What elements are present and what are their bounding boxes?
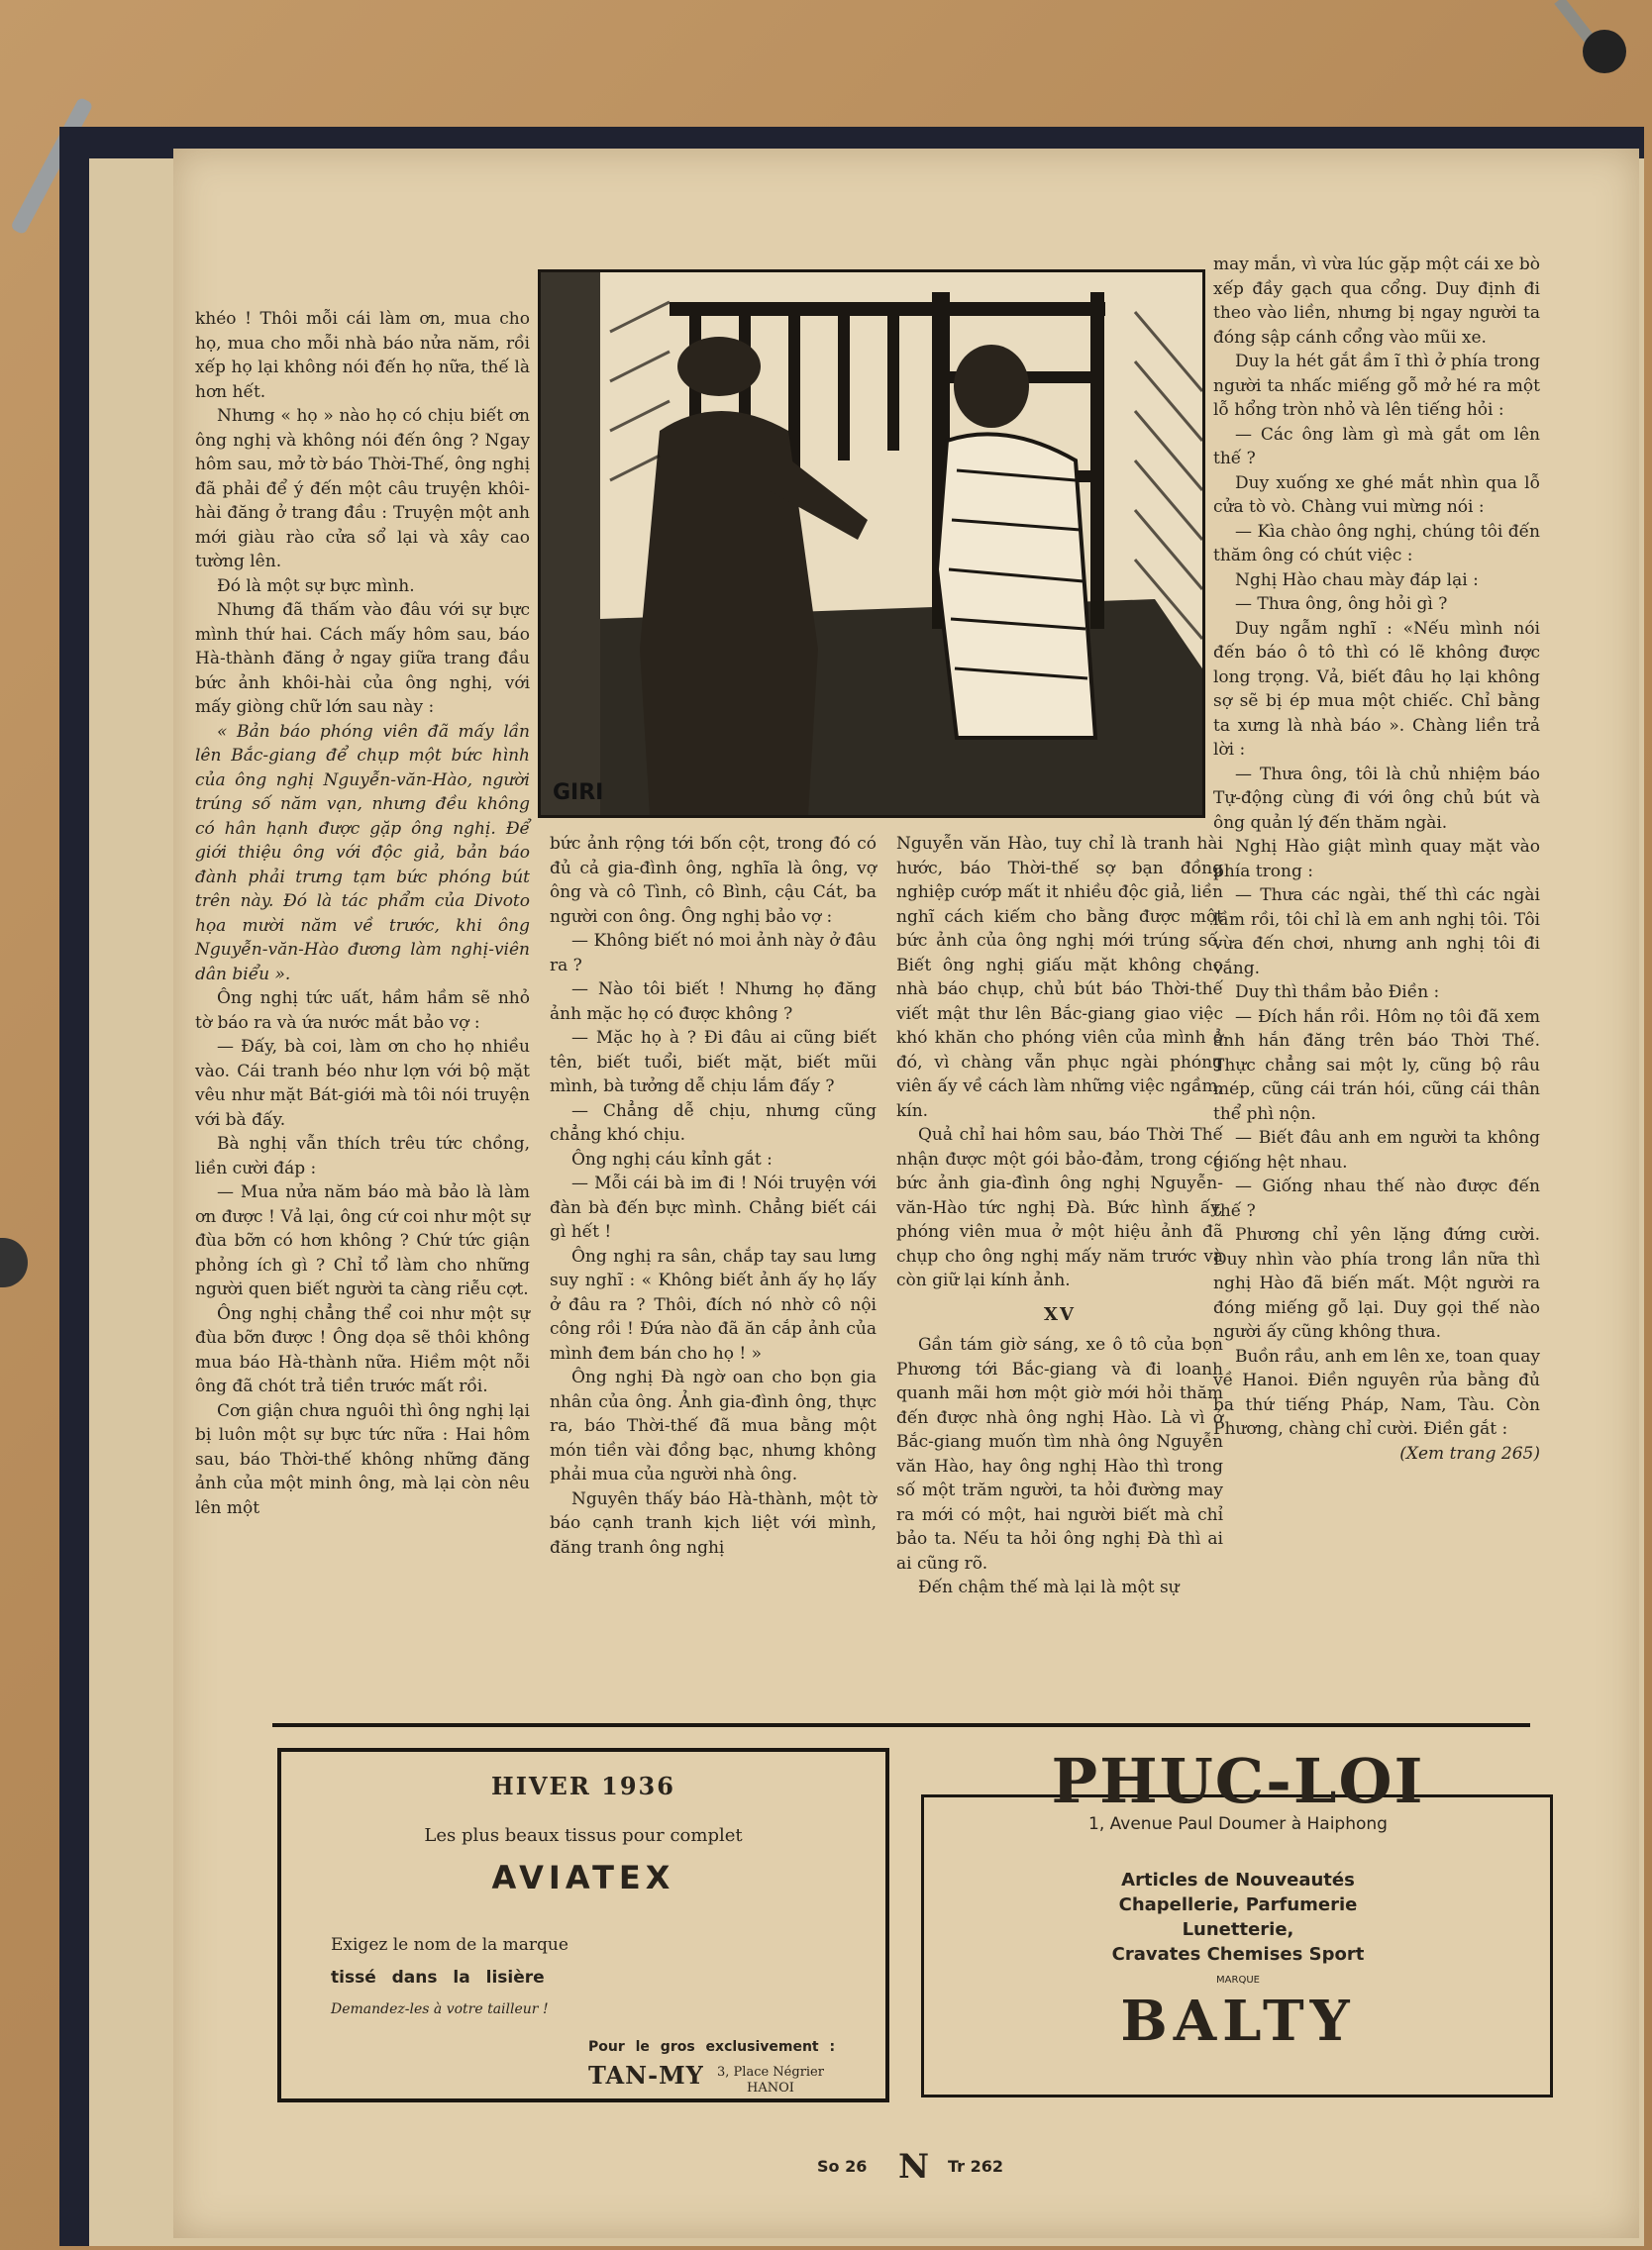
paragraph: khéo ! Thôi mỗi cái làm ơn, mua cho họ, mua cho mỗi nhà báo nửa năm, rồi xếp họ lại không nói đến họ nữa, thế là hơn hết.	[195, 309, 530, 402]
paragraph: Ông nghị tức uất, hầm hầm sẽ nhỏ tờ báo ra và ứa nước mắt bảo vợ :	[195, 988, 530, 1033]
paragraph: Duy thì thầm bảo Điền :	[1235, 982, 1440, 1002]
text-column-2	[550, 832, 877, 1560]
illustration	[538, 269, 1205, 818]
phucloi-name: PHUC-LOI	[1051, 1745, 1425, 1817]
text-column-3	[896, 832, 1223, 1600]
text-column-1	[195, 307, 530, 1520]
aviatex-line-1: Exigez le nom de la marque	[331, 1935, 568, 1955]
paragraph: Duy la hét gắt ầm ĩ thì ở phía trong người ta nhấc miếng gỗ mở hé ra một lỗ hổng tròn nhỏ và lên tiếng hỏi :	[1213, 352, 1540, 420]
paragraph: — Thưa các ngài, thế thì các ngài lầm rồi, tôi chỉ là em anh nghị tôi. Tôi vừa đến chơi, nhưng anh nghị tôi đi vắng.	[1213, 885, 1540, 978]
paragraph: Nhưng « họ » nào họ có chịu biết ơn ông nghị và không nói đến ông ? Ngay hôm sau, mở tờ báo Thời-Thế, ông nghị đã phải để ý đến một câu truyện khôi-hài đăng ở trang đầu : Truyện một anh mới giàu rào cửa sổ lại và xây cao tường lên.	[195, 406, 530, 571]
paragraph: Phương chỉ yên lặng đứng cười. Duy nhìn vào phía trong lần nữa thì nghị Hào đã biến mất. Một người ra đóng miếng gỗ lại. Duy gọi thế nào người ấy cũng không thưa.	[1213, 1225, 1540, 1342]
newspaper-page	[173, 149, 1639, 2238]
paragraph: Ông nghị Đà ngờ oan cho bọn gia nhân của ông. Ảnh gia-đình ông, thực ra, báo Thời-thế đã mua bằng một món tiền vài đồng bạc, nhưng không phải mua của người nhà ông.	[550, 1368, 877, 1484]
paragraph: Ông nghị cáu kỉnh gắt :	[571, 1149, 773, 1170]
advert-phuc-loi	[921, 1745, 1555, 2099]
paragraph: Nhưng đã thấm vào đâu với sự bực mình thứ hai. Cách mấy hôm sau, báo Hà-thành đăng ở ngay giữa trang đầu bức ảnh khôi-hài của ông nghị, với mấy giòng chữ lớn sau này :	[195, 600, 530, 717]
aviatex-line-3: Demandez-les à votre tailleur !	[331, 2001, 549, 2017]
paragraph: Gần tám giờ sáng, xe ô tô của bọn Phương tới Bắc-giang và đi loanh quanh mãi hơn một giờ mới hỏi thăm đến được nhà ông nghị Hào. Là vì ở Bắc-giang muốn tìm nhà ông Nguyễn văn Hào, hay ông nghị Hào thì trong số một trăm người, ta hỏi đường may ra mới có một, hai người biết mà chỉ bảo ta. Nếu ta hỏi ông nghị Đà thì ai ai cũng rõ.	[896, 1335, 1223, 1574]
paragraph: may mắn, vì vừa lúc gặp một cái xe bò xếp đầy gạch qua cổng. Duy định đi theo vào liền, nhưng bị ngay người ta đóng sập cánh cổng vào mũi xe.	[1213, 255, 1540, 348]
page-footer	[817, 2147, 1114, 2187]
paragraph: Cơn giận chưa nguôi thì ông nghị lại bị luôn một sự bực tức nữa : Hai hôm sau, báo Thời-thế không những đăng ảnh của một minh ông, mà lại còn nêu lên một	[195, 1400, 530, 1518]
paragraph: — Kìa chào ông nghị, chúng tôi đến thăm ông có chút việc :	[1213, 521, 1540, 565]
paragraph: Bà nghị vẫn thích trêu tức chồng, liền cười đáp :	[195, 1134, 530, 1178]
chapter-heading: XV	[1044, 1303, 1076, 1325]
paragraph: Đó là một sự bực mình.	[217, 575, 415, 596]
phucloi-address: 1, Avenue Paul Doumer à Haiphong	[1088, 1814, 1388, 1834]
phucloi-articles: Articles de Nouveautés Chapellerie, Parfumerie Lunetterie, Cravates Chemises Sport	[1111, 1870, 1365, 1965]
paragraph: — Đích hắn rồi. Hôm nọ tôi đã xem ảnh hắn đăng trên báo Thời Thế. Thực chẳng sai một ly, cũng bộ râu mép, cũng cái trán hói, cũng cái thân thể phì nộn.	[1213, 1006, 1540, 1124]
paragraph: bức ảnh rộng tới bốn cột, trong đó có đủ cả gia-đình ông, nghĩa là ông, vợ ông và cô Tình, cô Bình, cậu Cát, ba người con ông. Ông nghị bảo vợ :	[550, 834, 877, 927]
paragraph: — Biết đâu anh em người ta không giống hệt nhau.	[1213, 1128, 1540, 1173]
paragraph: Buồn rầu, anh em lên xe, toan quay về Hanoi. Điền nguyên rủa bằng đủ ba thứ tiếng Pháp, Nam, Tàu. Còn Phương, chàng chỉ cười. Điền gắt :	[1213, 1346, 1540, 1439]
paragraph: Ông nghị ra sân, chắp tay sau lưng suy nghĩ : « Không biết ảnh ấy họ lấy ở đâu ra ? Thôi, đích nó nhờ cô nội công rồi ! Đứa nào đã ăn cắp ảnh của mình đem bán cho họ ! »	[550, 1246, 877, 1364]
page-clip	[1553, 0, 1622, 89]
paragraph: Nghị Hào giật mình quay mặt vào phía trong :	[1213, 837, 1540, 881]
paragraph: Nghị Hào chau mày đáp lại :	[1235, 569, 1479, 590]
paragraph: — Đấy, bà coi, làm ơn cho họ nhiều vào. Cái tranh béo như lợn với bộ mặt vêu như mặt Bát-giới mà tôi nói truyện với bà đấy.	[195, 1037, 530, 1130]
paragraph: (Xem trang 265)	[1399, 1443, 1540, 1464]
magazine-logo: N	[898, 2147, 930, 2187]
aviatex-dealer-name: TAN-MY	[588, 2061, 704, 2090]
phucloi-marque-label: MARQUE	[1216, 1975, 1260, 1986]
aviatex-dealer-label: Pour le gros exclusivement :	[588, 2039, 836, 2055]
paragraph: — Mặc họ à ? Đi đâu ai cũng biết tên, biết tuổi, biết mặt, biết mũi mình, bà tưởng dễ chịu lắm đấy ?	[550, 1028, 877, 1096]
paragraph: Nguyên thấy báo Hà-thành, một tờ báo cạnh tranh kịch liệt với mình, đăng tranh ông nghị	[550, 1488, 877, 1558]
aviatex-dealer-address: 3, Place Négrier HANOI	[717, 2065, 824, 2096]
paragraph: « Bản báo phóng viên đã mấy lần lên Bắc-giang để chụp một bức hình của ông nghị Nguyễn-văn-Hào, người trúng số năm vạn, nhưng đều không có hân hạnh được gặp ông nghị. Để giới thiệu ông với độc giả, bản báo đành phải trưng tạm bức phóng bút trên này. Đó là tác phẩm của Divoto họa mười năm về trước, khi ông Nguyễn-văn-Hào đương làm nghị-viên dân biểu ».	[195, 721, 530, 984]
paragraph: Duy ngẫm nghĩ : «Nếu mình nói đến báo ô tô thì có lẽ không được long trọng. Vả, biết đâu họ lại không sợ sẽ bị ép mua một chiếc. Chỉ bằng ta xưng là nhà báo ». Chàng liền trả lời :	[1213, 618, 1540, 760]
page-number: Tr 262	[948, 2157, 1004, 2176]
paragraph: — Các ông làm gì mà gắt om lên thế ?	[1213, 424, 1540, 468]
paragraph: — Không biết nó moi ảnh này ở đâu ra ?	[550, 931, 877, 975]
paragraph: Đến chậm thế mà lại là một sự	[918, 1578, 1180, 1597]
paragraph: — Nào tôi biết ! Nhưng họ đăng ảnh mặc họ có được không ?	[550, 979, 877, 1024]
illustrator-signature: GIRI	[553, 780, 604, 805]
paragraph: — Thưa ông, tôi là chủ nhiệm báo Tự-động cùng đi với ông chủ bút và ông quản lý đến thăm ngài.	[1213, 764, 1540, 833]
illustration-drawing	[541, 272, 1202, 815]
advert-aviatex	[277, 1748, 889, 2102]
aviatex-line-2: tissé dans la lisière	[331, 1968, 545, 1988]
phucloi-brand: BALTY	[1120, 1989, 1356, 2054]
paragraph: Duy xuống xe ghé mắt nhìn qua lỗ cửa tò vò. Chàng vui mừng nói :	[1213, 472, 1540, 517]
issue-number: So 26	[817, 2157, 868, 2176]
paragraph: — Mua nửa năm báo mà bảo là làm ơn được ! Vả lại, ông cứ coi như một sự đùa bỡn có hơn không ? Chứ tức giận phỏng ích gì ? Chỉ tổ làm cho những người quen biết người ta càng riễu cợt.	[195, 1182, 530, 1299]
paragraph: — Thưa ông, ông hỏi gì ?	[1235, 594, 1448, 614]
aviatex-tagline: Les plus beaux tissus pour complet	[424, 1825, 743, 1846]
paragraph: — Giống nhau thế nào được đến thế ?	[1213, 1176, 1540, 1221]
paragraph: — Chẳng dễ chịu, nhưng cũng chẳng khó chịu.	[550, 1100, 877, 1145]
paragraph: — Mỗi cái bà im đi ! Nói truyện với đàn bà đến bực mình. Chẳng biết cái gì hết !	[550, 1174, 877, 1242]
aviatex-season: HIVER 1936	[491, 1772, 675, 1800]
paragraph: Ông nghị chẳng thể coi như một sự đùa bỡn được ! Ông dọa sẽ thôi không mua báo Hà-thành nữa. Hiềm một nỗi ông đã chót trả tiền trước mất rồi.	[195, 1303, 530, 1396]
paragraph: Quả chỉ hai hôm sau, báo Thời Thế nhận được một gói bảo-đảm, trong có bức ảnh gia-đình ông nghị Nguyễn-văn-Hào tức nghị Đà. Bức hình ấy, phóng viên mua ở một hiệu ảnh đã chụp cho ông nghị mấy năm trước và còn giữ lại kính ảnh.	[896, 1125, 1223, 1290]
paragraph: Nguyễn văn Hào, tuy chỉ là tranh hài hước, báo Thời-thế sợ bạn đồng nghiệp cướp mất it nhiều độc giả, liền nghĩ cách kiếm cho bằng được một bức ảnh của ông nghị mới trúng số. Biết ông nghị giấu mặt không cho nhà báo chụp, chủ bút báo Thời-thế viết mật thư lên Bắc-giang giao việc khó khăn cho phóng viên của mình ở đó, vì chàng vẫn phục ngài phóng viên ấy về cách làm những việc ngầm, kín.	[896, 834, 1223, 1121]
aviatex-brand: AVIATEX	[491, 1859, 675, 1896]
advert-divider	[272, 1723, 1530, 1727]
text-column-4	[1213, 253, 1540, 1466]
